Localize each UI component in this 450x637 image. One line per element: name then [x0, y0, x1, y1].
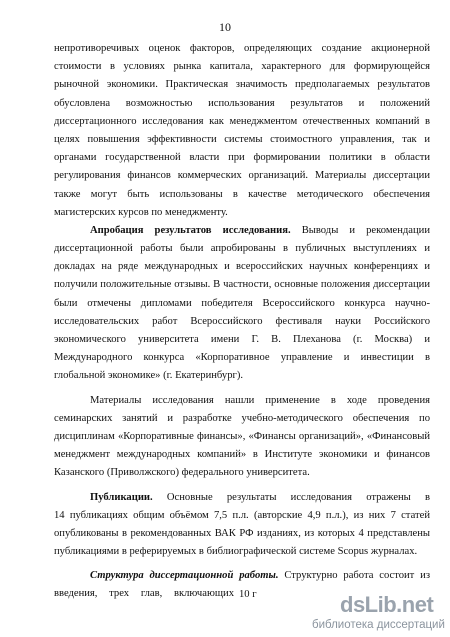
text-line: исследовательских работ Всероссийского фестиваля науки Российского: [54, 315, 430, 327]
text-fragment: Выводы и рекомендации: [290, 224, 430, 236]
text-line: [54, 222, 430, 240]
text-line: опубликованы в рекомендованных ВАК РФ изданиях, из которых 4 представлены: [54, 527, 430, 539]
text-line: менеджмент международных компаний» в Институте экономики и финансов: [54, 449, 430, 461]
text-line: диссертационного исследования как менеджментом отечественных компаний в: [54, 115, 430, 127]
text-line: семинарских занятий и разработке учебно-методического обеспечения по: [54, 412, 430, 424]
page-number: 10: [219, 20, 231, 34]
text-line: [54, 585, 234, 603]
text-line: Материалы исследования нашли применение в ходе проведения: [90, 394, 430, 406]
truncated-text: 10 г: [239, 589, 257, 600]
text-fragment: введения, трех глав, включающих: [54, 588, 234, 600]
watermark-logo[interactable]: dsLib.net: [340, 592, 434, 617]
paragraph-approbation: [54, 222, 430, 386]
document-body: [54, 40, 430, 604]
text-line: глобальной экономике» (г. Екатеринбург).: [54, 370, 244, 382]
text-line: [54, 489, 430, 507]
text-line: 14 публикациях общим объёмом 7,5 п.л. (авторские 4,9 п.л.), из них 7 статей: [54, 509, 430, 521]
watermark[interactable]: [300, 592, 450, 637]
paragraph-materials: [54, 392, 430, 483]
watermark-subtitle[interactable]: библиотека диссертаций: [312, 619, 445, 631]
text-line: магистерских курсов по менеджменту.: [54, 206, 228, 218]
text-line: [54, 567, 430, 585]
text-line: непротиворечивых оценок факторов, определяющих создание акционерной: [54, 43, 430, 54]
section-heading-approbation: Апробация результатов исследования.: [90, 224, 291, 236]
text-line: Международного конкурса «Корпоративное управление и инвестиции в: [54, 352, 430, 364]
section-heading-publications: Публикации.: [90, 491, 153, 503]
text-line: получили положительные отзывы. В частности, основные положения диссертации: [54, 279, 430, 291]
text-line: публикациями в реферируемых в библиографической системе Scopus журналах.: [54, 546, 418, 558]
text-line: также могут быть использованы в качестве методического обеспечения: [54, 188, 430, 200]
text-line: целях повышения эффективности системы стоимостного управления, так и: [54, 133, 430, 145]
section-heading-structure: Структура диссертационной работы.: [90, 570, 279, 582]
text-fragment: Структурно работа состоит из: [278, 570, 430, 582]
text-line: Казанского (Приволжского) федерального университета.: [54, 467, 310, 479]
text-line: диссертационной работы были апробированы в публичных выступлениях и: [54, 243, 430, 255]
text-line: обусловлена возможностью использования результатов и положений: [54, 97, 430, 109]
text-line: стоимости в условиях рынка капитала, характерного для формирующейся: [54, 61, 430, 73]
paragraph-practical-significance: [54, 40, 430, 222]
text-fragment: Основные результаты исследования отражены в: [152, 491, 430, 503]
text-line: докладах на ряде международных и всероссийских научных конференциях и: [54, 261, 430, 273]
text-line: регулирования финансов коммерческих организаций. Материалы диссертации: [54, 170, 430, 182]
text-line: рыночной экономики. Практическая значимость предполагаемых результатов: [54, 79, 430, 91]
paragraph-publications: [54, 489, 430, 562]
text-line: дисциплинам «Корпоративные финансы», «Финансы организаций», «Финансовый: [54, 430, 430, 442]
text-line: органами государственной власти при формировании политики в области: [54, 152, 430, 164]
text-line: экономического университета имени Г. В. Плеханова (г. Москва) и: [54, 334, 430, 345]
text-line: были отмечены дипломами победителя Всероссийского конкурса научно-: [54, 297, 430, 309]
